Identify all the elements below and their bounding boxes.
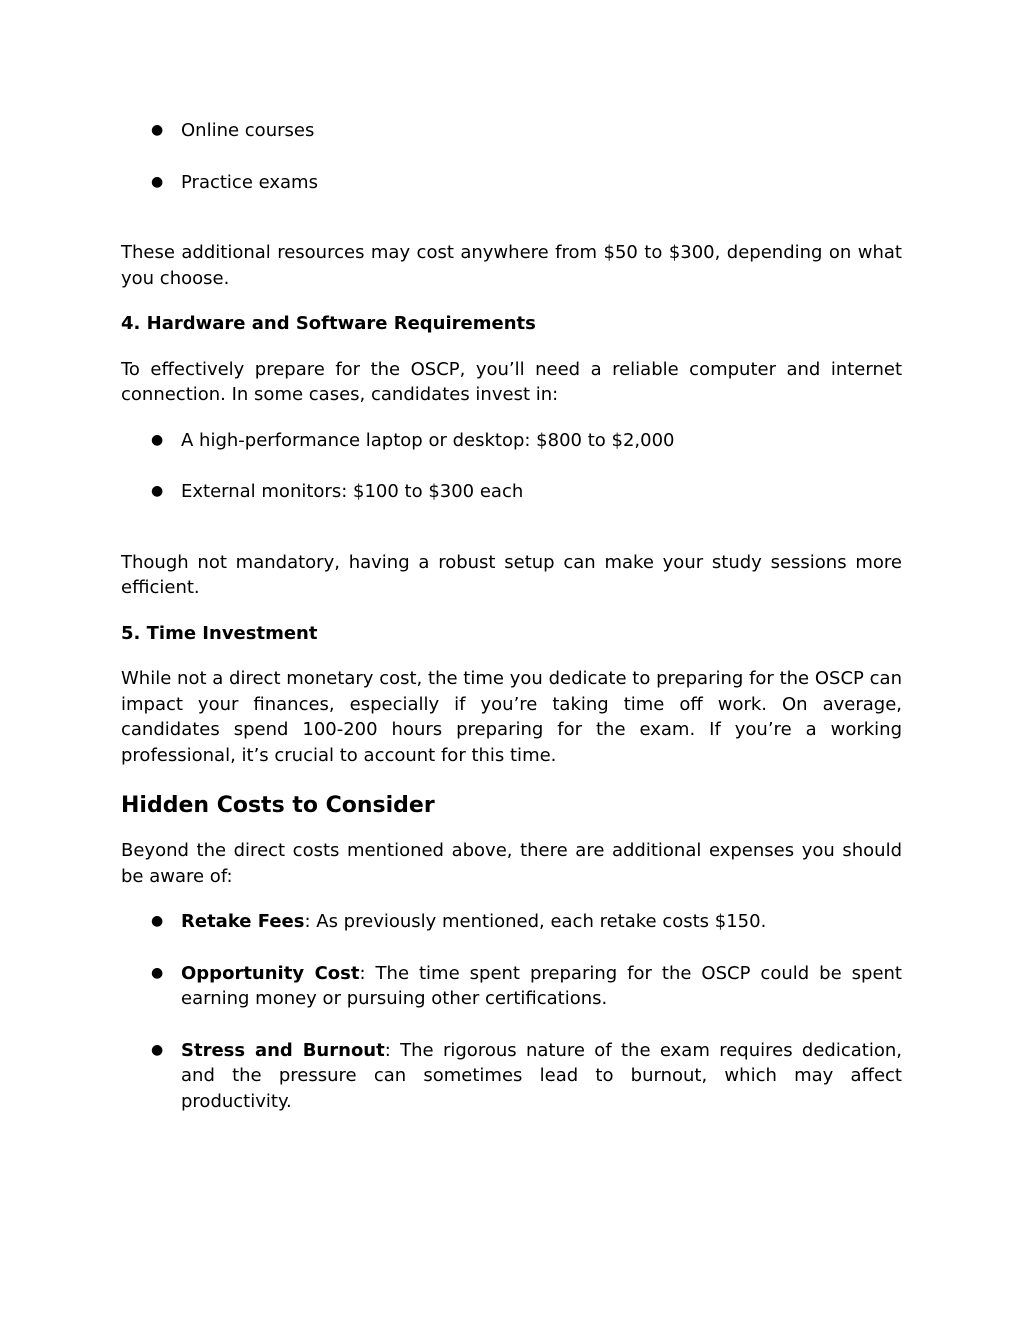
list-item-term: Stress and Burnout — [181, 1039, 385, 1061]
bullet-icon: ● — [151, 964, 164, 981]
resources-cost-paragraph: These additional resources may cost anywhere from $50 to $300, depending on what you choose. — [121, 242, 902, 289]
bullet-icon: ● — [151, 913, 164, 929]
list-item-text: Practice exams — [181, 171, 318, 193]
hardware-paragraph: To effectively prepare for the OSCP, you’ll need a reliable computer and internet connection. In some cases, candidates invest in: — [121, 358, 902, 405]
hardware-heading: 4. Hardware and Software Requirements — [121, 313, 536, 334]
list-item — [121, 1038, 902, 1115]
setup-paragraph: Though not mandatory, having a robust setup can make your study sessions more efficient. — [121, 551, 902, 598]
list-item-text: A high-performance laptop or desktop: $800 to $2,000 — [181, 429, 675, 451]
list-item — [121, 170, 902, 196]
list-item-text: : The rigorous nature of the exam requires dedication, and the pressure can sometimes lead to burnout, which may affect productivity. — [181, 1039, 902, 1112]
list-item-text: Online courses — [181, 120, 315, 141]
list-item-term: Retake Fees — [181, 911, 305, 932]
list-item — [121, 428, 902, 454]
time-paragraph: While not a direct monetary cost, the time you dedicate to preparing for the OSCP can impact your finances, especially if you’re taking time off work. On average, candidates spend 100-200 hours preparing for the exam. If you’re a working professional, it’s crucial to account for this time. — [121, 668, 902, 766]
hardware-list — [121, 428, 902, 505]
list-item — [121, 479, 902, 505]
bullet-icon: ● — [151, 483, 164, 499]
bullet-icon: ● — [151, 431, 164, 448]
list-item — [121, 961, 902, 1012]
bullet-icon: ● — [151, 173, 164, 190]
time-heading: 5. Time Investment — [121, 622, 318, 644]
list-item — [121, 118, 902, 144]
bullet-icon: ● — [151, 1041, 164, 1058]
list-item-term: Opportunity Cost — [181, 962, 360, 984]
hidden-costs-paragraph: Beyond the direct costs mentioned above, there are additional expenses you should be aware of: — [121, 840, 902, 887]
resources-list — [121, 118, 902, 195]
document-page — [121, 118, 902, 1114]
list-item — [121, 909, 902, 935]
hidden-costs-heading: Hidden Costs to Consider — [121, 793, 435, 818]
list-item-text: : As previously mentioned, each retake costs $150. — [304, 911, 767, 932]
hidden-costs-list — [121, 909, 902, 1114]
bullet-icon: ● — [151, 122, 164, 138]
list-item-text: External monitors: $100 to $300 each — [181, 481, 524, 502]
list-item-text: : The time spent preparing for the OSCP could be spent earning money or pursuing other certifications. — [181, 962, 902, 1009]
